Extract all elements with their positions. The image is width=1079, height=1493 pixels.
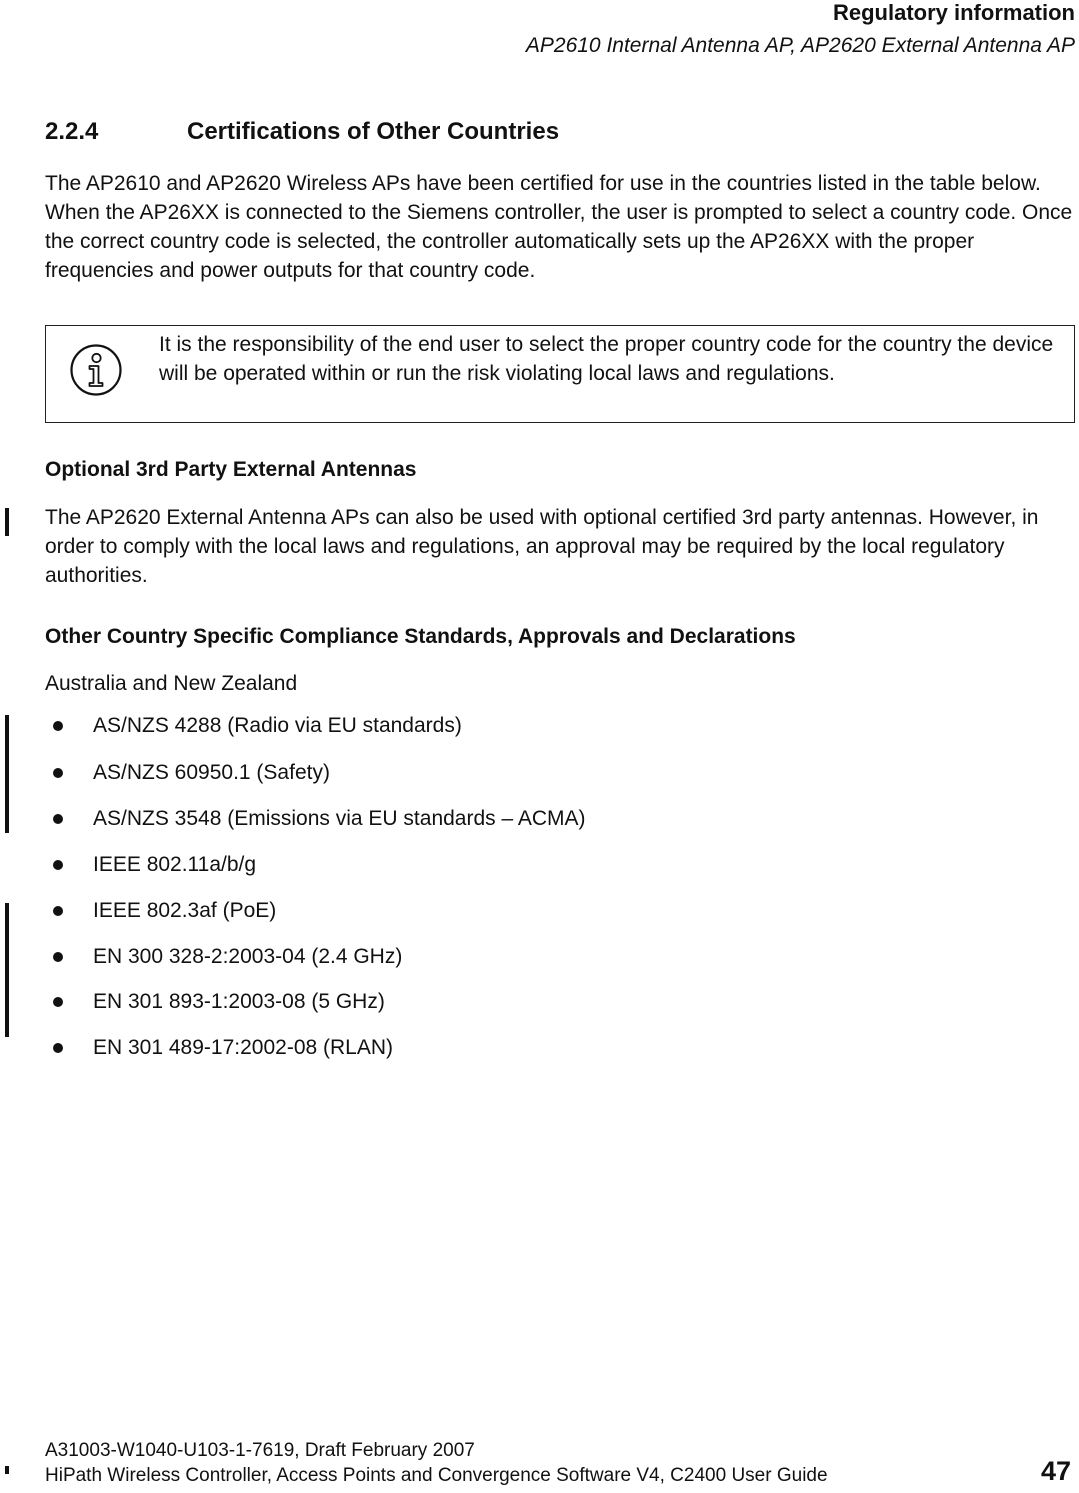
list-item-text: AS/NZS 60950.1 (Safety) [93,761,330,784]
compliance-heading: Other Country Specific Compliance Standards, Approvals and Declarations [45,625,796,648]
list-item-text: EN 300 328-2:2003-04 (2.4 GHz) [93,945,403,968]
antennas-heading: Optional 3rd Party External Antennas [45,458,417,481]
bullet-icon [53,1043,63,1053]
bullet-icon [53,952,63,962]
footer-mark [5,1466,9,1474]
change-bar [5,903,9,1037]
list-item [45,850,1025,880]
bullet-icon [53,860,63,870]
change-bar [5,508,9,536]
page-number: 47 [1040,1456,1071,1486]
list-item [45,896,1025,926]
list-item-text: IEEE 802.3af (PoE) [93,899,277,922]
list-item-text: EN 301 893-1:2003-08 (5 GHz) [93,990,385,1013]
running-header-subtitle: AP2610 Internal Antenna AP, AP2620 External Antenna AP [525,34,1075,57]
section-title: Certifications of Other Countries [187,118,560,145]
info-icon [69,343,123,397]
bullet-icon [53,814,63,824]
footer-document-id: A31003-W1040-U103-1-7619, Draft February 2007 [45,1440,475,1461]
list-item-text: EN 301 489-17:2002-08 (RLAN) [93,1036,394,1059]
list-item-text: AS/NZS 4288 (Radio via EU standards) [93,714,462,737]
change-bar [5,715,9,833]
note-text: It is the responsibility of the end user to select the proper country code for the country the device will be operated within or run the risk violating local laws and regulations. [159,333,1054,385]
bullet-icon [53,997,63,1007]
list-item [45,942,1025,972]
section-number: 2.2.4 [45,118,99,145]
region-label: Australia and New Zealand [45,672,298,695]
list-item [45,711,1025,741]
list-item [45,1033,1025,1063]
list-item-text: IEEE 802.11a/b/g [93,853,257,876]
bullet-icon [53,906,63,916]
footer-guide-title: HiPath Wireless Controller, Access Points and Convergence Software V4, C2400 User Guide [45,1465,828,1486]
bullet-icon [53,721,63,731]
intro-paragraph: The AP2610 and AP2620 Wireless APs have been certified for use in the countries listed in the table below. When the AP26XX is connected to the Siemens controller, the user is prompted to select a country code. Once the correct country code is selected, the controller automatically sets up the AP26XX with the proper frequencies and power outputs for that country code. [45,172,1073,282]
list-item [45,987,1025,1017]
running-header-title: Regulatory information [832,0,1075,25]
list-item-text: AS/NZS 3548 (Emissions via EU standards – ACMA) [93,807,586,830]
list-item [45,758,1025,788]
bullet-icon [53,768,63,778]
note-box [45,325,1075,423]
antennas-paragraph: The AP2620 External Antenna APs can also be used with optional certified 3rd party antennas. However, in order to comply with the local laws and regulations, an approval may be required by the local regulatory authorities. [45,506,1039,587]
list-item [45,804,1025,834]
